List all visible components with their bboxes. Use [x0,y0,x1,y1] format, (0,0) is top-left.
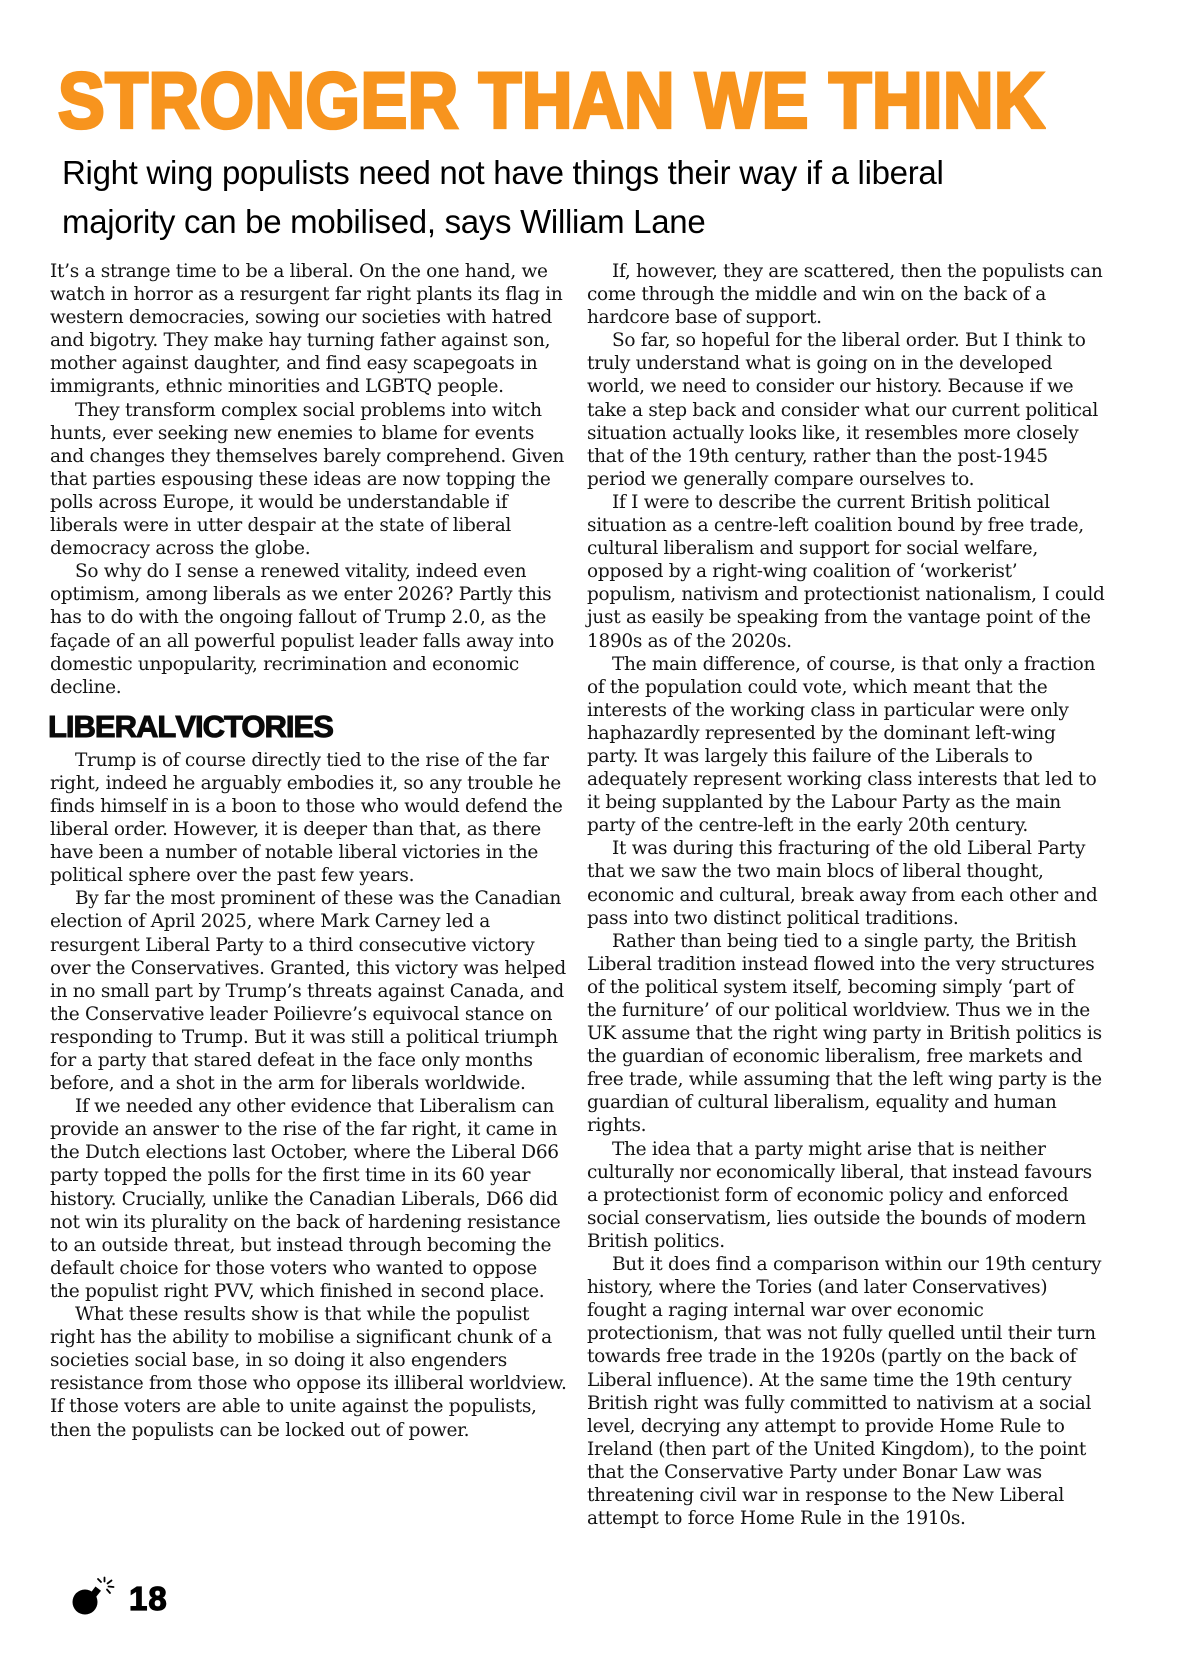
body-paragraph: They transform complex social problems into witch hunts, ever seeking new enemies to blame for events and changes they themselves barely comprehend. Given that parties espousing these ideas are now topping the polls across Europe, it would be understandable if liberals were in utter despair at the state of liberal democracy across the globe. [50,399,565,560]
body-paragraph: But it does find a comparison within our 19th century history, where the Tories (and later Conservatives) fought a raging internal war over economic protectionism, that was not fully quelled until their turn towards free trade in the 1920s (partly on the back of Liberal influence). At the same time the 19th century British right was fully committed to nativism at a social level, decrying any attempt to provide Home Rule to Ireland (then part of the United Kingdom), to the point that the Conservative Party under Bonar Law was threatening civil war in response to the New Liberal attempt to force Home Rule in the 1910s. [587,1254,1102,1530]
right-column [587,260,1106,1530]
standfirst [62,148,944,246]
body-paragraph: It’s a strange time to be a liberal. On the one hand, we watch in horror as a resurgent far right plants its flag in western democracies, sowing our societies with hatred and bigotry. They make hay turning father against son, mother against daughter, and find easy scapegoats in immigrants, ethnic minorities and LGBTQ people. [50,261,563,398]
section-heading-liberal-victories: LIBERAL VICTORIES [48,708,333,744]
body-paragraph: So far, so hopeful for the liberal order. But I think to truly understand what is going on in the developed world, we need to consider our history. Because if we take a step back and consider what our current political situation actually looks like, it resembles more closely that of the 19th century, rather than the post-1945 period we generally compare ourselves to. [587,330,1099,490]
page-footer [70,1576,168,1621]
left-column [50,260,569,1530]
body-paragraph: What these results show is that while the populist right has the ability to mobilise a significant chunk of a societies social base, in so doing it also engenders resistance from those who oppose its illiberal worldview. If those voters are able to unite against the populists, then the populists can be locked out of power. [50,1304,567,1441]
body-paragraph: By far the most prominent of these was the Canadian election of April 2025, where Mark Carney led a resurgent Liberal Party to a third consecutive victory over the Conservatives. Granted, this victory was helped in no small part by Trump’s threats against Canada, and the Conservative leader Poilievre’s equivocal stance on responding to Trump. But it was still a political triumph for a party that stared defeat in the face only months before, and a shot in the arm for liberals worldwide. [50,888,566,1095]
standfirst-line-1: Right wing populists need not have things their way if a liberal [62,154,944,191]
body-paragraph: So why do I sense a renewed vitality, indeed even optimism, among liberals as we enter 2026? Partly this has to do with the ongoing fallout of Trump 2.0, as the façade of an all powerful populist leader falls away into domestic unpopularity, recrimination and economic decline. [50,561,554,698]
body-paragraph: If, however, they are scattered, then the populists can come through the middle and win on the back of a hardcore base of support. [587,261,1103,329]
body-paragraph: The main difference, of course, is that only a fraction of the population could vote, which meant that the interests of the working class in particular were only haphazardly represented by the dominant left-wing party. It was largely this failure of the Liberals to adequately represent working class interests that led to it being supplanted by the Labour Party as the main party of the centre-left in the early 20th century. [587,653,1097,837]
page-number: 18 [129,1579,168,1617]
body-paragraph: The idea that a party might arise that is neither culturally nor economically liberal, that instead favours a protectionist form of economic policy and enforced social conservatism, lies outside the bounds of modern British politics. [587,1138,1092,1252]
article-body [50,260,1106,1530]
standfirst-line-2: majority can be mobilised, says William Lane [62,203,706,240]
body-paragraph: If I were to describe the current British political situation as a centre-left coalition bound by free trade, cultural liberalism and support for social welfare, opposed by a right-wing coalition of ‘workerist’ populism, nativism and protectionist nationalism, I could just as easily be speaking from the vantage point of the 1890s as of the 2020s. [587,491,1105,652]
body-paragraph: If we needed any other evidence that Liberalism can provide an answer to the rise of the far right, it came in the Dutch elections last October, where the Liberal D66 party topped the polls for the first time in its 60 year history. Crucially, unlike the Canadian Liberals, D66 did not win its plurality on the back of hardening resistance to an outside threat, but instead through becoming the default choice for those voters who wanted to oppose the populist right PVV, which finished in second place. [50,1096,561,1302]
bomb-icon [70,1576,116,1621]
body-paragraph: It was during this fracturing of the old Liberal Party that we saw the two main blocs of liberal thought, economic and cultural, break away from each other and pass into two distinct political traditions. [587,838,1098,929]
body-paragraph: Rather than being tied to a single party, the British Liberal tradition instead flowed into the very structures of the political system itself, becoming simply ‘part of the furniture’ of our political worldview. Thus we in the UK assume that the right wing party in British politics is the guardian of economic liberalism, free markets and free trade, while assuming that the left wing party is the guardian of cultural liberalism, equality and human rights. [587,930,1102,1137]
page-title: STRONGER THAN WE THINK [58,57,1046,145]
body-paragraph: Trump is of course directly tied to the rise of the far right, indeed he arguably embodies it, so any trouble he finds himself in is a boon to those who would defend the liberal order. However, it is deeper than that, as there have been a number of notable liberal victories in the political sphere over the past few years. [50,749,563,887]
